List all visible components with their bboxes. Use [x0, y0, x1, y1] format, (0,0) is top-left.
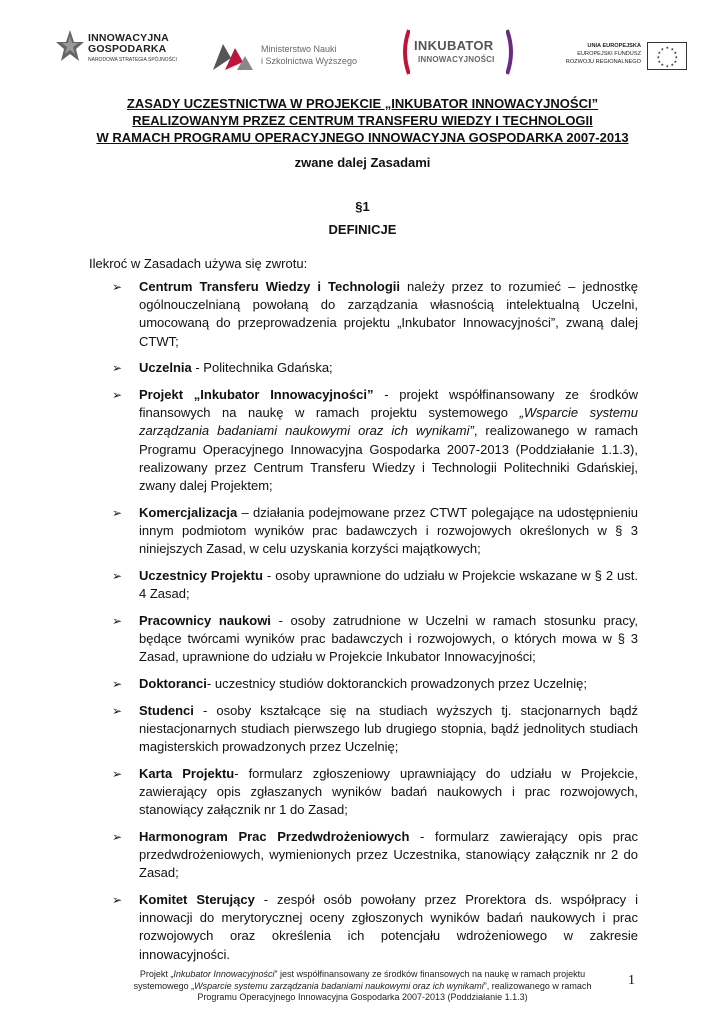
intro-text: Ilekroć w Zasadach używa się zwrotu: — [89, 256, 308, 271]
list-item — [112, 891, 638, 964]
arrow-bullet-icon: ➢ — [112, 388, 123, 403]
definition-text: - osoby uprawnione do udziału w Projekcie wskazane w § 2 ust. 4 Zasad; — [139, 567, 639, 602]
footer-text: systemowego „ — [133, 980, 195, 991]
list-item — [112, 828, 638, 883]
logo-ig-line2: GOSPODARKA — [88, 43, 167, 55]
arrow-bullet-icon: ➢ — [112, 766, 123, 781]
document-title — [60, 95, 665, 146]
left-bracket-icon — [400, 28, 410, 76]
list-item — [112, 504, 638, 559]
arrow-bullet-icon: ➢ — [112, 892, 123, 907]
list-item — [112, 278, 638, 351]
arrow-bullet-icon: ➢ — [112, 703, 123, 718]
arrow-bullet-icon: ➢ — [112, 676, 123, 691]
list-item — [112, 612, 638, 667]
definition-term: Uczestnicy Projektu — [139, 567, 263, 583]
ministry-logo — [213, 40, 383, 74]
list-item — [112, 702, 638, 757]
footer-text: ”, realizowanego w ramach — [483, 980, 592, 991]
list-item — [112, 359, 638, 377]
page-number: 1 — [628, 973, 635, 988]
section-title: DEFINICJE — [328, 222, 397, 237]
title-line3: W RAMACH PROGRAMU OPERACYJNEGO INNOWACYJNA GOSPODARKA 2007-2013 — [96, 130, 629, 145]
definition-text-italic: „Wsparcie systemu zarządzania badaniami naukowymi oraz ich wynikami” — [139, 405, 638, 439]
logo-ig-line3: NARODOWA STRATEGIA SPÓJNOŚCI — [88, 57, 177, 63]
footer-text: Programu Operacyjnego Innowacyjna Gospodarka 2007-2013 (Poddziałanie 1.1.3) — [197, 992, 528, 1003]
arrow-bullet-icon: ➢ — [112, 829, 123, 844]
logo-mn-line1: Ministerstwo Nauki — [261, 44, 337, 54]
eu-flag-icon — [647, 42, 687, 70]
eu-logo — [555, 42, 685, 78]
arrow-bullet-icon: ➢ — [112, 568, 123, 583]
arrow-bullet-icon: ➢ — [112, 613, 123, 628]
definition-text: - osoby kształcące się na studiach wyższych tj. stacjonarnych bądź niestacjonarnych studiach pierwszego lub drugiego stopnia, bądź jednolitych studiach magisterskich prowadzonych przez Uczelnię; — [139, 702, 638, 754]
footer-text: Projekt „ — [139, 969, 174, 979]
definition-text: - uczestnicy studiów doktoranckich prowadzonych przez Uczelnię; — [206, 675, 587, 691]
title-line1: ZASADY UCZESTNICTWA W PROJEKCIE „INKUBATOR INNOWACYJNOŚCI” — [126, 96, 599, 111]
logo-mn-line2: i Szkolnictwa Wyższego — [261, 56, 357, 66]
title-line2: REALIZOWANYM PRZEZ CENTRUM TRANSFERU WIEDZY I TECHNOLOGII — [132, 113, 593, 128]
logo-inc-line2: INNOWACYJNOŚCI — [418, 55, 495, 64]
subtitle: zwane dalej Zasadami — [294, 155, 431, 170]
header-logos — [0, 26, 725, 86]
definition-text: - projekt współfinansowany ze środków finansowych na naukę w ramach projektu systemowego — [139, 387, 638, 421]
definition-text: należy przez to rozumieć – jednostkę ogólnouczelnianą powołaną do zarządzania własnością intelektualną Uczelni, umocowaną do przeprowadzenia projektu „Inkubator Innowacyjności”, zwaną dalej CTWT; — [139, 279, 638, 349]
right-bracket-icon — [506, 28, 516, 76]
definition-text: - formularz zawierający opis prac przedwdrożeniowych, wymienionych przez Uczestnika, stanowiący załącznik nr 2 do Zasad; — [139, 828, 638, 881]
definition-text: - osoby zatrudnione w Uczelni w ramach stosunku pracy, będące twórcami wyników prac badawczych i rozwojowych, o których mowa w § 3 Zasad, uprawnione do udziału w Projekcie Inkubator Innowacyjności; — [139, 612, 638, 665]
svg-text:★: ★ — [670, 46, 675, 52]
svg-text:★: ★ — [673, 59, 678, 64]
definition-term: Komercjalizacja — [139, 504, 238, 520]
definitions-list — [112, 278, 638, 972]
logo-eu-line2: EUROPEJSKI FUNDUSZ — [577, 51, 641, 57]
definition-text: - Politechnika Gdańska; — [191, 360, 333, 376]
arrow-bullet-icon: ➢ — [112, 361, 123, 376]
footer-text: ” jest współfinansowany ze środków finansowych na naukę w ramach projektu — [274, 969, 586, 979]
definition-text: - formularz zgłoszeniowy uprawniający do udziału w Projekcie, zawierający opis zgłaszanych wyników badań naukowych i prac rozwojowych, stanowiący załącznik nr 1 do Zasad; — [139, 765, 638, 818]
definition-term: Pracownicy naukowi — [139, 612, 271, 628]
svg-text:★: ★ — [656, 54, 661, 60]
svg-text:★: ★ — [665, 45, 670, 50]
definition-text: , realizowanego w ramach Programu Operacyjnego Innowacyjna Gospodarka 2007-2013 (Poddziałanie 1.1.3), realizowany przez Centrum Transferu Wiedzy i Technologii Politechniki Gdańskiej, zwany dalej Projektem; — [139, 423, 638, 494]
logo-ig-line1: INNOWACYJNA — [88, 32, 169, 44]
page-footer — [60, 969, 665, 1004]
section-number: §1 — [355, 199, 370, 214]
arrow-bullet-icon: ➢ — [112, 280, 123, 294]
logo-eu-line1: UNIA EUROPEJSKA — [587, 43, 641, 49]
definition-term: Centrum Transferu Wiedzy i Technologii — [139, 279, 401, 294]
logo-eu-line3: ROZWOJU REGIONALNEGO — [565, 59, 641, 65]
svg-text:★: ★ — [673, 50, 678, 55]
footer-text-italic: Wsparcie systemu zarządzania badaniami naukowymi oraz ich wynikami — [194, 980, 484, 991]
svg-text:★: ★ — [670, 62, 675, 67]
definition-term: Karta Projektu — [139, 765, 235, 781]
svg-text:★: ★ — [660, 46, 665, 52]
star-logo-icon — [55, 28, 85, 68]
svg-text:★: ★ — [660, 62, 665, 67]
svg-text:★: ★ — [657, 50, 662, 55]
ministry-mark-icon — [213, 42, 255, 70]
list-item — [112, 386, 638, 495]
list-item — [112, 765, 638, 820]
definition-text: - zespół osób powołany przez Prorektora ds. współpracy i innowacji do merytorycznej oceny zgłoszonych wyników badań naukowych i prac rozwojowych oraz określenia ich potencjału wdrożeniowego w zakresie innowacyjności. — [139, 891, 638, 962]
footer-text-italic: Inkubator Innowacyjności — [173, 969, 275, 979]
definition-term: Komitet Sterujący — [139, 891, 255, 907]
svg-text:★: ★ — [674, 54, 679, 60]
definition-term: Uczelnia — [139, 360, 192, 376]
list-item — [112, 675, 638, 693]
svg-text:★: ★ — [657, 59, 662, 64]
list-item — [112, 567, 638, 603]
definition-term: Doktoranci — [139, 675, 207, 691]
svg-text:★: ★ — [665, 63, 670, 69]
arrow-bullet-icon: ➢ — [112, 505, 123, 520]
inkubator-logo — [398, 26, 518, 82]
definition-text: – działania podejmowane przez CTWT polegające na udostępnieniu innym podmiotom wyników prac badawczych i rozwojowych określonych w § 3 niniejszych Zasad, w celu uzyskania korzyści majątkowych; — [139, 504, 638, 557]
definition-term: Projekt „Inkubator Innowacyjności” — [139, 387, 374, 403]
definition-term: Harmonogram Prac Przedwdrożeniowych — [139, 828, 410, 844]
definition-term: Studenci — [139, 702, 194, 718]
innowacyjna-gospodarka-logo — [55, 28, 185, 78]
logo-inc-line1: INKUBATOR — [414, 38, 494, 53]
